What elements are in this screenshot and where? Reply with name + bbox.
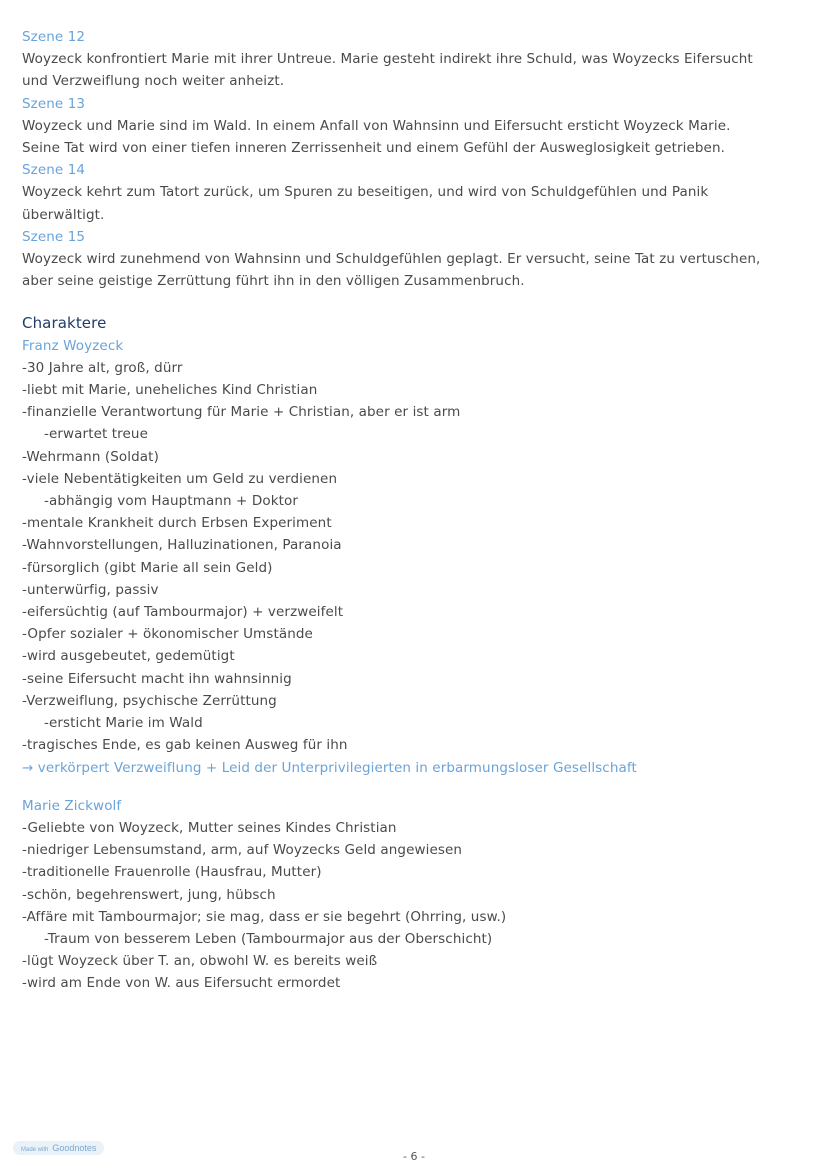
list-subitem: -ersticht Marie im Wald [44, 715, 203, 732]
list-item: -Opfer sozialer + ökonomischer Umstände [22, 626, 313, 643]
list-subitem: -abhängig vom Hauptmann + Doktor [44, 493, 299, 510]
list-item: -viele Nebentätigkeiten um Geld zu verdienen [22, 470, 338, 487]
spacer [22, 779, 812, 795]
list-item: -Affäre mit Tambourmajor; sie mag, dass er sie begehrt (Ohrring, usw.) [22, 908, 507, 925]
list-item: -schön, begehrenswert, jung, hübsch [22, 886, 276, 903]
scene-text: Woyzeck konfrontiert Marie mit ihrer Untreue. Marie gesteht indirekt ihre Schuld, was Woyzecks Eifersucht [22, 51, 753, 68]
scene-text: aber seine geistige Zerrüttung führt ihn in den völligen Zusammenbruch. [22, 273, 525, 290]
scene-text: Woyzeck wird zunehmend von Wahnsinn und Schuldgefühlen geplagt. Er versucht, seine Tat zu vertuschen, [22, 251, 761, 268]
list-item: -wird am Ende von W. aus Eifersucht ermordet [22, 975, 341, 992]
list-item: -fürsorglich (gibt Marie all sein Geld) [22, 559, 273, 576]
character-woyzeck [22, 335, 812, 779]
list-item: -tragisches Ende, es gab keinen Ausweg für ihn [22, 737, 348, 754]
list-item: -lügt Woyzeck über T. an, obwohl W. es bereits weiß [22, 953, 378, 970]
list-item: -eifersüchtig (auf Tambourmajor) + verzweifelt [22, 604, 344, 621]
list-item: -unterwürfig, passiv [22, 581, 159, 598]
list-item: -seine Eifersucht macht ihn wahnsinnig [22, 670, 292, 687]
list-item: -Geliebte von Woyzeck, Mutter seines Kindes Christian [22, 819, 397, 836]
scene-text: Woyzeck und Marie sind im Wald. In einem Anfall von Wahnsinn und Eifersucht ersticht Woyzeck Marie. [22, 117, 731, 134]
list-item: -traditionelle Frauenrolle (Hausfrau, Mutter) [22, 864, 322, 881]
spacer [22, 292, 812, 312]
list-item: -30 Jahre alt, groß, dürr [22, 359, 183, 376]
character-summary: → verkörpert Verzweiflung + Leid der Unterprivilegierten in erbarmungsloser Gesellschaft [22, 759, 637, 776]
scene-13 [22, 93, 812, 160]
scene-text: und Verzweiflung noch weiter anheizt. [22, 73, 285, 90]
character-name: Franz Woyzeck [22, 337, 124, 354]
scene-title: Szene 15 [22, 228, 86, 245]
scene-15 [22, 226, 812, 293]
list-item: -niedriger Lebensumstand, arm, auf Woyzecks Geld angewiesen [22, 842, 463, 859]
badge-small-text: Made with [21, 1147, 49, 1153]
character-marie [22, 795, 812, 995]
character-name: Marie Zickwolf [22, 797, 122, 814]
scene-text: Woyzeck kehrt zum Tatort zurück, um Spuren zu beseitigen, und wird von Schuldgefühlen und Panik [22, 184, 709, 201]
notes-page [22, 26, 812, 995]
list-item: -wird ausgebeutet, gedemütigt [22, 648, 235, 665]
list-item: -mentale Krankheit durch Erbsen Experiment [22, 515, 332, 532]
list-item: -Verzweiflung, psychische Zerrüttung [22, 692, 277, 709]
scene-14 [22, 159, 812, 226]
scene-text: Seine Tat wird von einer tiefen inneren Zerrissenheit und einem Gefühl der Ausweglosigkeit getrieben. [22, 140, 725, 157]
scene-12 [22, 26, 812, 93]
list-subitem: -Traum von besserem Leben (Tambourmajor aus der Oberschicht) [44, 930, 493, 947]
scene-title: Szene 13 [22, 95, 86, 112]
scene-text: überwältigt. [22, 206, 105, 223]
characters-heading: Charaktere [22, 314, 107, 333]
scene-title: Szene 14 [22, 162, 86, 179]
list-item: -finanzielle Verantwortung für Marie + Christian, aber er ist arm [22, 404, 461, 421]
page-number: - 6 - [403, 1150, 425, 1163]
list-item: -liebt mit Marie, uneheliches Kind Christian [22, 382, 318, 399]
scene-title: Szene 12 [22, 29, 86, 45]
list-item: -Wahnvorstellungen, Halluzinationen, Paranoia [22, 537, 342, 554]
list-subitem: -erwartet treue [44, 426, 148, 443]
badge-brand-text: Goodnotes [52, 1143, 97, 1153]
list-item: -Wehrmann (Soldat) [22, 448, 159, 465]
